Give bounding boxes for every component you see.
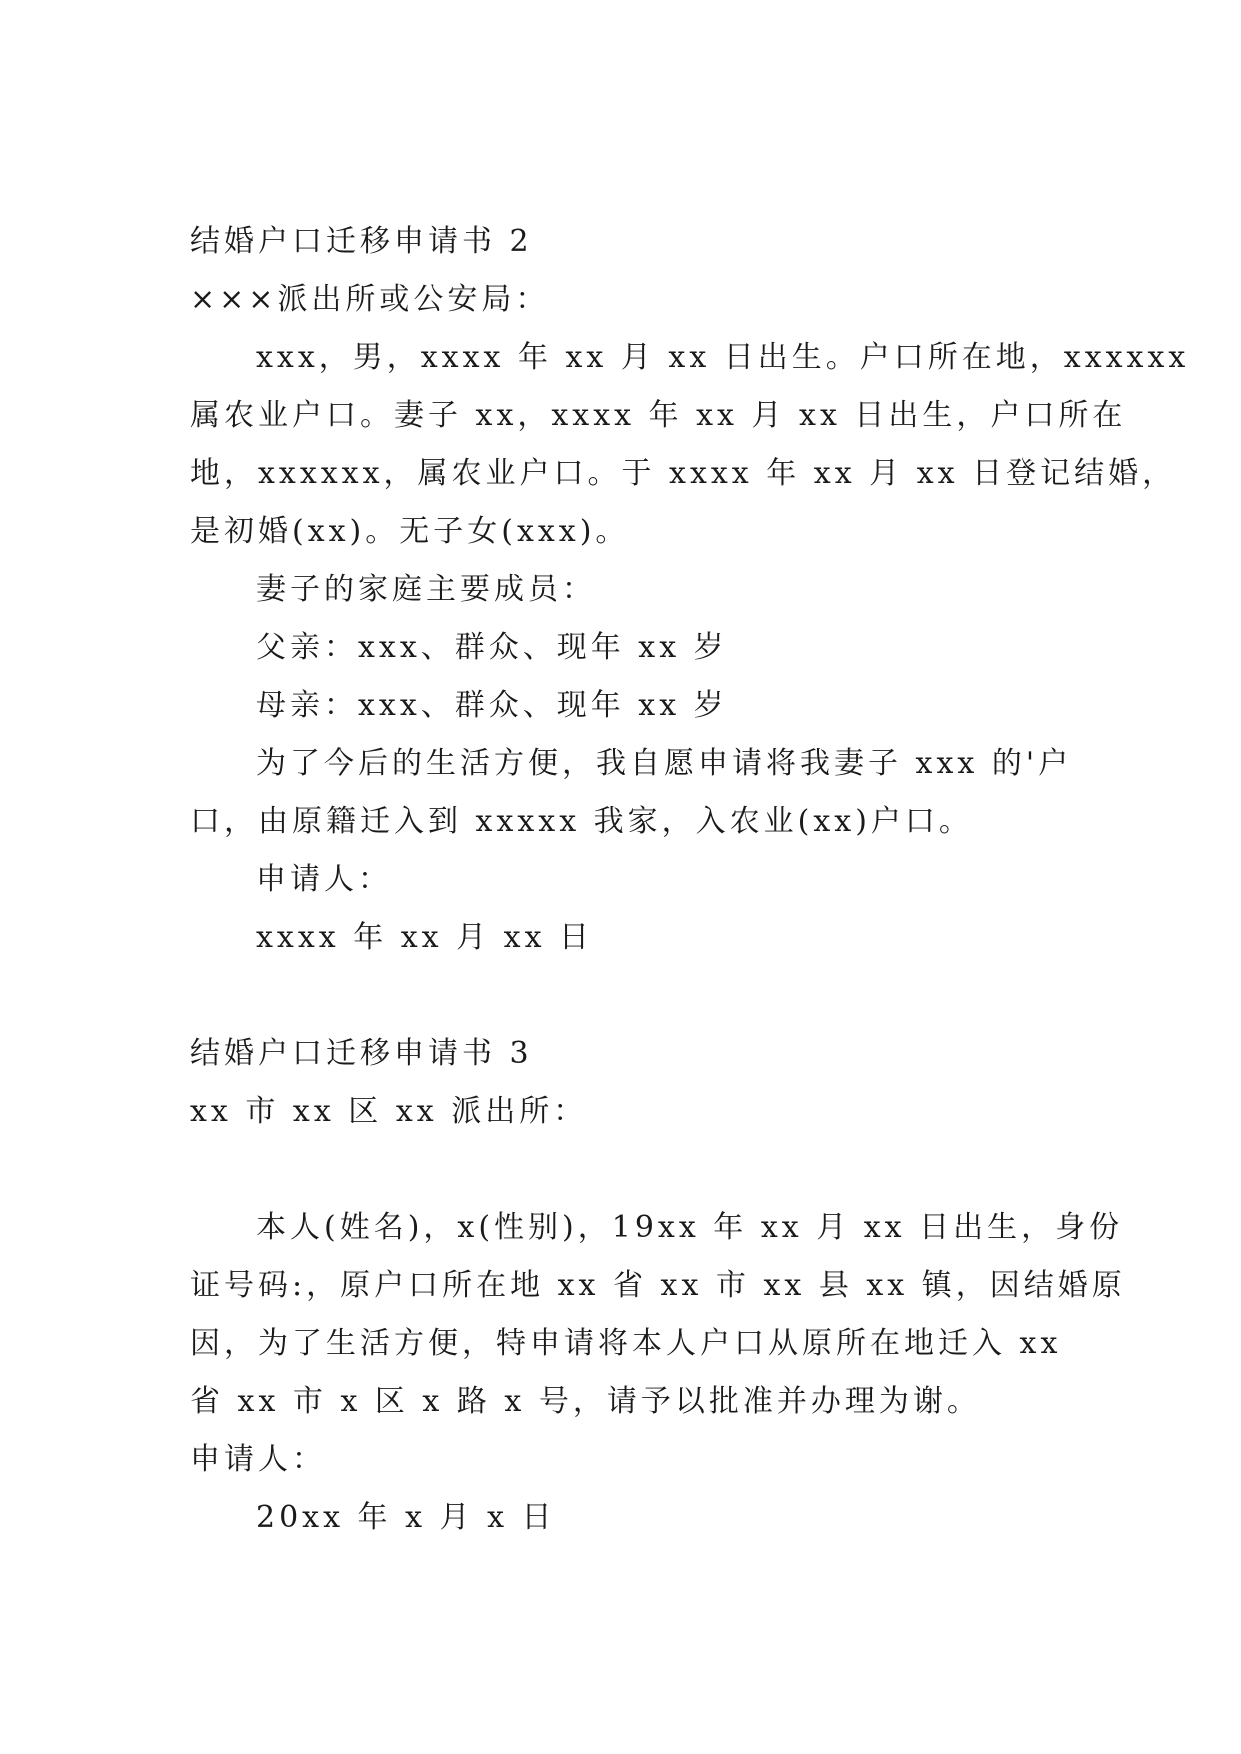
addressee: ×××派出所或公安局： bbox=[190, 282, 550, 317]
date-line: xxxx 年 xx 月 xx 日 bbox=[256, 920, 594, 955]
date-line: 20xx 年 x 月 x 日 bbox=[256, 1500, 556, 1535]
body-line: 是初婚(xx)。无子女(xxx)。 bbox=[190, 514, 630, 549]
mother-line: 母亲：xxx、群众、现年 xx 岁 bbox=[256, 688, 728, 723]
body-line: 证号码:，原户口所在地 xx 省 xx 市 xx 县 xx 镇，因结婚原 bbox=[190, 1268, 1126, 1303]
body-line: 属农业户口。妻子 xx，xxxx 年 xx 月 xx 日出生，户口所在 bbox=[190, 398, 1127, 433]
body-line: 因，为了生活方便，特申请将本人户口从原所在地迁入 xx bbox=[190, 1326, 1062, 1361]
father-line: 父亲：xxx、群众、现年 xx 岁 bbox=[256, 630, 728, 665]
applicant-label: 申请人： bbox=[190, 1442, 326, 1477]
applicant-label: 申请人： bbox=[256, 862, 392, 897]
body-line: xxx，男，xxxx 年 xx 月 xx 日出生。户口所在地，xxxxxx bbox=[256, 340, 1190, 375]
body-line: 口，由原籍迁入到 xxxxx 我家，入农业(xx)户口。 bbox=[190, 804, 973, 839]
body-line: 为了今后的生活方便，我自愿申请将我妻子 xxx 的'户 bbox=[256, 746, 1073, 781]
body-line: 地，xxxxxx，属农业户口。于 xxxx 年 xx 月 xx 日登记结婚， bbox=[190, 456, 1177, 491]
family-heading: 妻子的家庭主要成员： bbox=[256, 572, 596, 607]
section-title: 结婚户口迁移申请书 3 bbox=[190, 1036, 533, 1071]
body-line: 省 xx 市 x 区 x 路 x 号，请予以批准并办理为谢。 bbox=[190, 1384, 981, 1419]
section-title: 结婚户口迁移申请书 2 bbox=[190, 224, 533, 259]
body-line: 本人(姓名)，x(性别)，19xx 年 xx 月 xx 日出生，身份 bbox=[256, 1210, 1124, 1245]
addressee: xx 市 xx 区 xx 派出所： bbox=[190, 1094, 588, 1129]
